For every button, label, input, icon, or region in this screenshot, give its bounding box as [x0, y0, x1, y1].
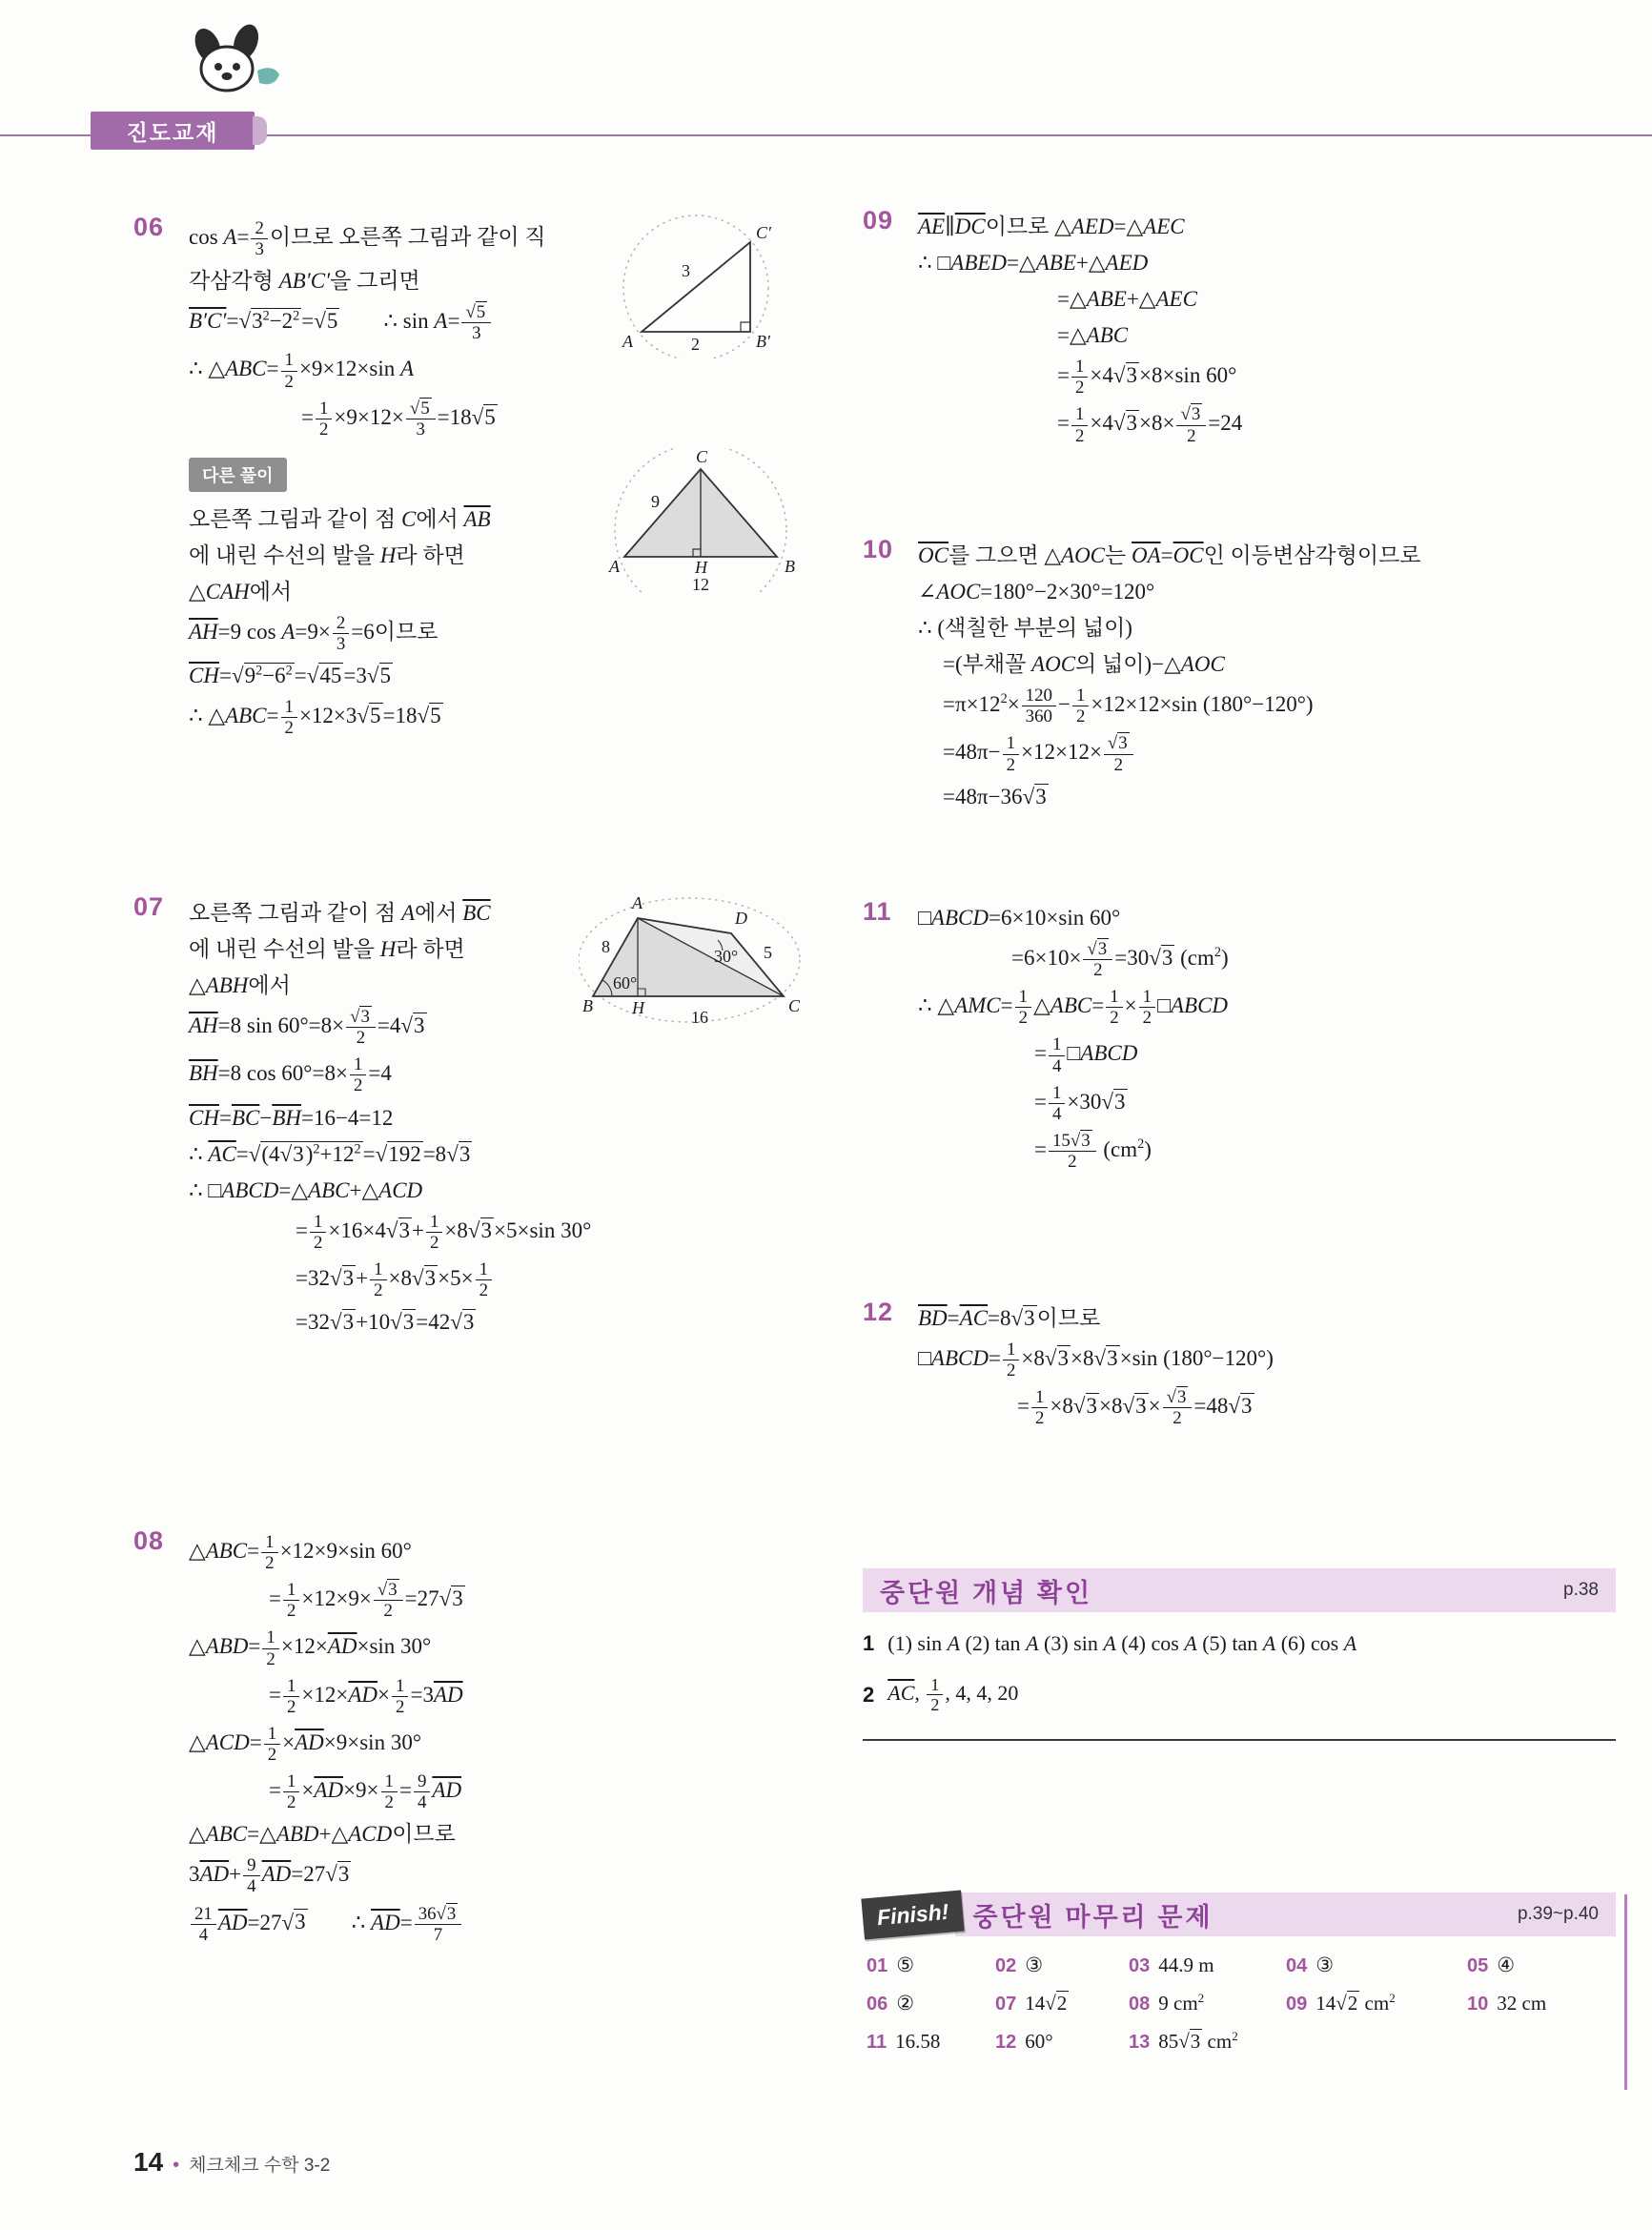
solution-line: $\overline{CH}=√9^2-6^2=√45=3√5$ [189, 663, 392, 688]
problem-number: 10 [863, 535, 894, 563]
diagram-label: A [609, 556, 620, 576]
solution-line: ∴ □ABED=△ABE+△AED [918, 251, 1149, 276]
problem-solution [918, 896, 1621, 1178]
diagram-label: C [696, 447, 708, 466]
answer-item: 12 60° [995, 2030, 1053, 2053]
solution-line: =32√3+ $\frac{1}{2}$ ×8√3×5× $\frac{1}{2}$ [296, 1259, 806, 1300]
solution-line: 에 내린 수선의 발을 H라 하면 [189, 937, 465, 962]
solution-line: ∴ $\overline{AC}=√(4√3)^2+12^2=√192=8√3$ [189, 1140, 471, 1166]
concept-page-ref: p.38 [1563, 1580, 1599, 1600]
concept-item-number: 1 [863, 1631, 875, 1655]
concept-check-section [863, 1568, 1616, 1741]
solution-line: $\overline{AH}=9$ cos A=9× $\frac{2}{3}$ =6이므로 [189, 613, 438, 655]
problem-12 [863, 1297, 1621, 1435]
diagram-label: C [788, 996, 801, 1015]
solution-line: $\frac{21}{4}$ $\overline{AD}=27√3$ ∴ $\overline{AD}=$ $\frac{36√3}{7}$ [189, 1904, 806, 1945]
solution-line: ∴ △AMC= $\frac{1}{2}$ △ABC= $\frac{1}{2}$ × $\frac{1}{2}$ □ABCD [918, 987, 1229, 1029]
diagram-label: C′ [756, 223, 771, 242]
problem-10 [863, 534, 1621, 818]
finish-badge [861, 1890, 965, 1939]
diagram-label: H [695, 557, 707, 577]
problem-solution [918, 205, 1621, 453]
diagram-right-triangle-ABprimeCprime [615, 214, 806, 364]
diagram-label: A [622, 332, 633, 351]
finish-strip [955, 1892, 1616, 1936]
solution-line: △ACD= $\frac{1}{2}$ $\times\overline{AD}\times 9\times\sin$ 30° [189, 1723, 422, 1765]
solution-line: △ABC= $\frac{1}{2}$ ×12×9×sin 60° [189, 1532, 412, 1574]
diagram-label: 8 [602, 937, 610, 956]
solution-line: ∴ (색칠한 부분의 넓이) [918, 616, 1132, 641]
solution-line: = $\frac{1}{2}$ ×16×4√3+ $\frac{1}{2}$ ×8√3×5×sin 30° [296, 1211, 592, 1253]
solution-line: ∴ △ABC= $\frac{1}{2}$ ×12×3√5=18√5 [189, 697, 441, 739]
solution-line: = $\frac{1}{2}$ ×9×12× $\frac{√5}{3}$ =18√5 [301, 398, 496, 440]
concept-item-answer: (1) sin A (2) tan A (3) sin A (4) cos A (5) tan A (6) cos A [887, 1631, 1357, 1655]
solution-line: =(부채꼴 AOC의 넓이)−△AOC [943, 652, 1225, 677]
solution-line: $3\overline{AD}+$ $\frac{9}{4}$ $\overline{AD}=27√3$ [189, 1855, 350, 1897]
problem-number: 07 [133, 892, 165, 921]
solution-line: = $\frac{1}{2}$ $\times\overline{AD}\times 9\times$ $\frac{1}{2}$ = $\frac{9}{4}$ $\overline{AD}$ [269, 1771, 462, 1813]
solution-line: cos A= $\frac{2}{3}$ 이므로 오른쪽 그림과 같이 직 [189, 218, 546, 260]
page-number: 14 [133, 2147, 164, 2177]
ribbon-label: 진도교재 [126, 119, 219, 145]
answer-item: 04 ③ [1286, 1954, 1335, 1976]
finish-answers-grid [863, 1954, 1616, 2054]
solution-line: =48π−36√3 [943, 784, 1047, 808]
solution-line: $\overline{AE}\parallel\overline{DC}$이므로 △AED=△AEC [918, 215, 1185, 238]
diagram-label: B [582, 996, 593, 1015]
solution-line: =6×10× $\frac{√3}{2}$ =30√3 $(cm^2)$ [1011, 939, 1229, 981]
answer-item: 09 14√2 $cm^2$ [1286, 1991, 1396, 2015]
solution-line: □ABCD=6×10×sin 60° [918, 906, 1121, 930]
concept-answer-row [863, 1675, 1616, 1714]
solution-line: $\overline{BD}=\overline{AC}=8√3$이므로 [918, 1306, 1101, 1330]
solution-line: △ABD= $\frac{1}{2}$ $\times 12\times\overline{AD}\times\sin$ 30° [189, 1627, 432, 1669]
solution-line: = $\frac{1}{4}$ □ABCD [1034, 1034, 1138, 1076]
concept-section-title: 중단원 개념 확인 [880, 1578, 1093, 1607]
solution-line: = $\frac{1}{2}$ ×4√3×8×sin 60° [1057, 357, 1237, 399]
page-footer [133, 2147, 330, 2178]
problem-number: 09 [863, 206, 894, 235]
problem-08 [133, 1525, 806, 1952]
diagram-label: A [632, 893, 642, 912]
diagram-triangle-ABC-altitude [603, 448, 806, 599]
finish-badge-label: Finish! [875, 1898, 950, 1930]
solution-line: ∠AOC=180°−2×30°=120° [918, 580, 1155, 604]
problem-09 [863, 205, 1621, 453]
solution-line: $B'C'=√3^2-2^2=√5$ ∴ sin A= $\frac{√5}{3}$ [189, 302, 806, 343]
problem-solution [918, 1297, 1621, 1435]
solution-line: △CAH에서 [189, 580, 293, 604]
diagram-label: 5 [764, 943, 772, 962]
finish-vertical-rule [1624, 1894, 1627, 2090]
problem-number: 11 [863, 897, 892, 926]
solution-line: =32√3+10√3=42√3 [296, 1310, 475, 1335]
answer-item: 05 ④ [1467, 1954, 1516, 1976]
solution-line: 에 내린 수선의 발을 H라 하면 [189, 542, 465, 567]
diagram-label: 2 [691, 335, 700, 354]
diagram-quadrilateral-ABCD [579, 893, 806, 1042]
diagram-label: 3 [682, 261, 690, 280]
finish-section-header [863, 1892, 1616, 1936]
solution-line: $\overline{CH}=\overline{BC}-\overline{BH}=16-4=12$ [189, 1105, 394, 1130]
answer-item: 06 ② [867, 1992, 915, 2015]
solution-line: = $\frac{1}{2}$ $\times 12\times\overline{AD}\times$ $\frac{1}{2}$ $=3\overline{AD}$ [269, 1675, 463, 1717]
problem-number: 06 [133, 213, 165, 241]
solution-line: = $\frac{1}{2}$ ×12×9× $\frac{√3}{2}$ =27√3 [269, 1580, 463, 1622]
problem-solution [189, 212, 806, 746]
diagram-label: H [632, 998, 644, 1017]
diagram-label: B [785, 556, 795, 576]
answer-item: 11 16.58 [867, 2030, 941, 2053]
solution-line: □ABCD= $\frac{1}{2}$ ×8√3×8√3×sin (180°−120°) [918, 1340, 1274, 1381]
diagram-label: B′ [756, 332, 770, 351]
solution-line: 각삼각형 AB′C′을 그리면 [189, 269, 420, 294]
solution-line: $\overline{BH}=8$ cos 60°=8× $\frac{1}{2}$ =4 [189, 1054, 392, 1096]
solution-line: 오른쪽 그림과 같이 점 C에서 $\overline{AB}$ [189, 506, 491, 531]
footer-bullet: • [173, 2155, 180, 2176]
concept-section-header [863, 1568, 1616, 1612]
problem-07 [133, 891, 806, 1343]
solution-line: 오른쪽 그림과 같이 점 A에서 $\overline{BC}$ [189, 901, 491, 925]
problem-11 [863, 896, 1621, 1178]
mascot-icon [181, 23, 288, 112]
answer-item: 08 9 $cm^2$ [1129, 1991, 1205, 2015]
finish-section [863, 1892, 1616, 2054]
solution-line: = $\frac{15√3}{2}$ $(cm^2)$ [1034, 1130, 1152, 1173]
concept-item-number: 2 [863, 1682, 875, 1707]
answer-item: 01 ⑤ [867, 1954, 915, 1976]
diagram-label: D [735, 909, 747, 928]
answer-item: 02 ③ [995, 1954, 1044, 1976]
answer-item: 10 32 cm [1467, 1992, 1547, 2015]
solution-line: $\overline{AH}=8$ sin 60°=8× $\frac{√3}{2}$ =4√3 [189, 1007, 425, 1049]
book-title: 체크체크 수학 3-2 [189, 2156, 331, 2176]
diagram-label: 12 [692, 574, 709, 593]
diagram-label: 60° [613, 973, 638, 992]
answer-item: 03 44.9 m [1129, 1954, 1214, 1976]
solution-line: = $\frac{1}{2}$ ×8√3×8√3× $\frac{√3}{2}$ =48√3 [1017, 1387, 1253, 1429]
solution-line: ∴ △ABC= $\frac{1}{2}$ ×9×12×sin A [189, 350, 415, 392]
finish-page-ref: p.39~p.40 [1517, 1904, 1599, 1924]
solution-line: = $\frac{1}{4}$ ×30√3 [1034, 1082, 1126, 1124]
solution-line: = $\frac{1}{2}$ ×4√3×8× $\frac{√3}{2}$ =24 [1057, 404, 1243, 446]
solution-line: △ABH에서 [189, 973, 291, 998]
solution-line: $=\pi\times 12^2\times$ $\frac{120}{360}$ − $\frac{1}{2}$ ×12×12×sin (180°−120°) [943, 685, 1314, 727]
finish-section-title: 중단원 마무리 문제 [972, 1902, 1214, 1932]
solution-line: =△ABC [1057, 323, 1129, 348]
problem-solution [189, 1525, 806, 1952]
problem-number: 08 [133, 1526, 165, 1555]
diagram-label: 9 [651, 491, 660, 511]
concept-item-answer: $\overline{AC}$, $\frac{1}{2}$ , 4, 4, 20 [887, 1675, 1019, 1715]
alt-solution-badge: 다른 풀이 [189, 458, 287, 492]
solution-line: =48π− $\frac{1}{2}$ ×12×12× $\frac{√3}{2}$ [943, 733, 1621, 774]
answer-item: 07 14√2 [995, 1992, 1068, 2015]
answer-item: 13 85√3 $cm^2$ [1129, 2029, 1238, 2053]
problem-solution [189, 891, 806, 1343]
solution-line: △ABC=△ABD+△ACD이므로 [189, 1822, 456, 1847]
concept-answer-row [863, 1631, 1616, 1656]
problem-solution [918, 534, 1621, 818]
diagram-label: 30° [714, 947, 739, 966]
solution-line: =△ABE+△AEC [1057, 287, 1197, 312]
solution-line: $\overline{OC}$를 그으면 △AOC는 $\overline{OA}=\overline{OC}$인 이등변삼각형이므로 [918, 543, 1421, 567]
solution-line: ∴ □ABCD=△ABC+△ACD [189, 1177, 423, 1202]
chapter-ribbon [91, 112, 255, 150]
problem-number: 12 [863, 1298, 894, 1326]
problem-06 [133, 212, 806, 746]
mascot-graphic [181, 23, 288, 107]
diagram-label: 16 [691, 1008, 708, 1027]
